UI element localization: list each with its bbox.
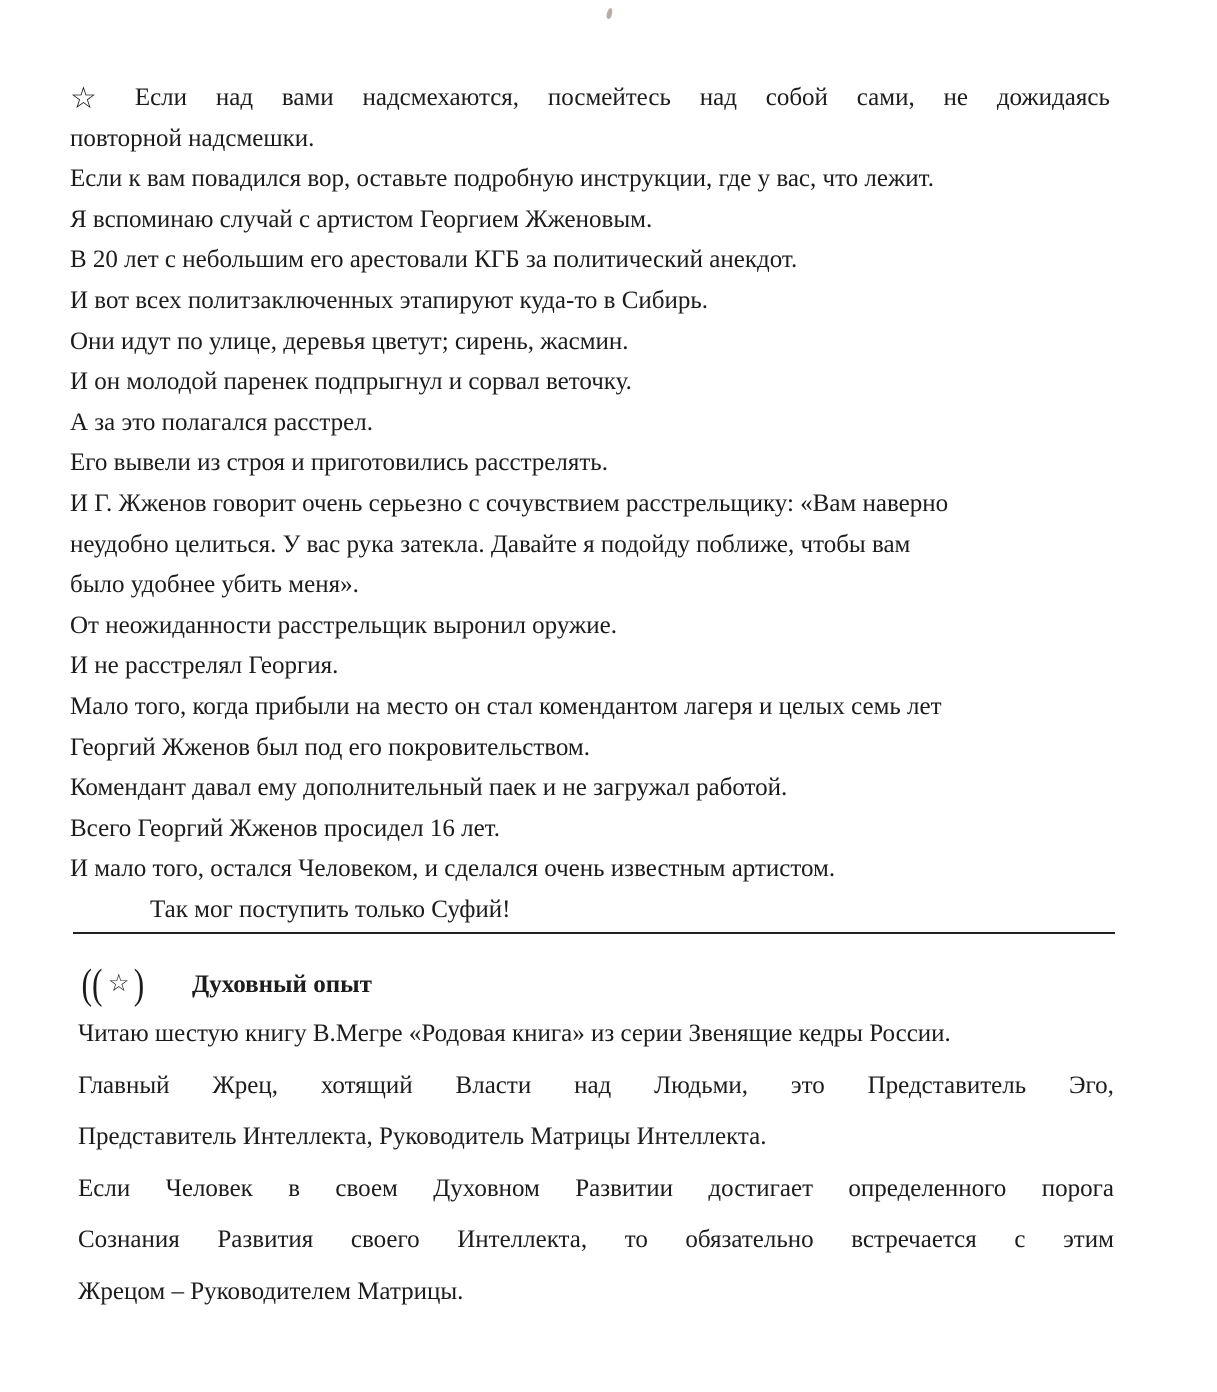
word: надсмехаются, xyxy=(362,84,520,111)
word: собой xyxy=(765,84,828,111)
word: Развития xyxy=(217,1226,314,1253)
word: Сознания xyxy=(78,1226,180,1253)
word: над xyxy=(699,84,737,111)
word: этим xyxy=(1063,1226,1114,1253)
word: своем xyxy=(335,1174,398,1202)
text-line: Жрецом – Руководителем Матрицы. xyxy=(78,1277,464,1305)
text-line: И мало того, остался Человеком, и сделался очень известным артистом. xyxy=(70,855,836,883)
word: хотящий xyxy=(320,1071,413,1099)
word: не xyxy=(943,84,968,111)
section-spiritual-experience xyxy=(78,962,1114,1317)
word: это xyxy=(790,1071,825,1099)
word: определенного xyxy=(848,1174,1007,1202)
heading-row xyxy=(78,962,1114,1008)
star-outline-icon: ☆ xyxy=(70,82,97,115)
crescent-star-icon: (( ☆ ) xyxy=(81,962,144,1008)
text-line: Всего Георгий Жженов просидел 16 лет. xyxy=(70,814,500,842)
text-line: И он молодой паренек подпрыгнул и сорвал веточку. xyxy=(70,368,632,396)
text-line: неудобно целиться. У вас рука затекла. Давайте я подойду поближе, чтобы вам xyxy=(70,530,911,558)
text-line: А за это полагался расстрел. xyxy=(70,408,373,436)
word: над xyxy=(574,1071,612,1099)
section-story xyxy=(70,76,1110,930)
paper-speck xyxy=(606,8,614,20)
word: Человек xyxy=(165,1174,253,1202)
text-line: Его вывели из строя и приготовились расстрелять. xyxy=(70,449,608,477)
first-line xyxy=(70,76,1110,119)
text-line: Они идут по улице, деревья цветут; сирень, жасмин. xyxy=(70,327,629,355)
text-line: Представитель Интеллекта, Руководитель Матрицы Интеллекта. xyxy=(78,1123,767,1150)
word: Жрец, xyxy=(212,1071,278,1099)
word: вами xyxy=(281,84,334,111)
word: Духовном xyxy=(433,1174,540,1202)
justified-line xyxy=(78,1060,1114,1112)
word: обязательно xyxy=(685,1226,814,1253)
text-line: повторной надсмешки. xyxy=(70,124,315,152)
word: достигает xyxy=(708,1174,813,1202)
word: над xyxy=(215,84,254,111)
text-line: Читаю шестую книгу В.Мегре «Родовая книга» из серии Звенящие кедры России. xyxy=(78,1020,951,1047)
word: то xyxy=(624,1226,648,1253)
word: Главный xyxy=(78,1071,170,1099)
word: Власти xyxy=(455,1071,532,1099)
section-heading: Духовный опыт xyxy=(192,971,372,998)
text-line: От неожиданности расстрельщик выронил оружие. xyxy=(70,611,618,639)
word: дожидаясь xyxy=(996,84,1110,111)
word: порога xyxy=(1041,1174,1114,1202)
text-line: И Г. Жженов говорит очень серьезно с сочувствием расстрельщику: «Вам наверно xyxy=(70,489,949,517)
section-divider xyxy=(73,932,1115,934)
text-line: Георгий Жженов был под его покровительством. xyxy=(70,733,590,761)
word: Развитии xyxy=(575,1174,673,1202)
word: с xyxy=(1014,1226,1026,1253)
word: в xyxy=(288,1174,301,1202)
text-line: Если к вам повадился вор, оставьте подробную инструкции, где у вас, что лежит. xyxy=(70,165,934,193)
text-line: И не расстрелял Георгия. xyxy=(70,652,339,680)
word: посмейтесь xyxy=(547,84,671,111)
word: Если xyxy=(134,84,188,111)
closing-line: Так мог поступить только Суфий! xyxy=(150,895,511,923)
word: Представитель xyxy=(867,1071,1027,1099)
text-line: Комендант давал ему дополнительный паек и не загружал работой. xyxy=(70,774,788,802)
text-line: Я вспоминаю случай с артистом Георгием Жженовым. xyxy=(70,205,653,233)
justified-line xyxy=(78,1163,1114,1215)
word: своего xyxy=(350,1226,420,1253)
word: Людьми, xyxy=(654,1071,749,1099)
text-line: И вот всех политзаключенных этапируют куда-то в Сибирь. xyxy=(70,286,709,314)
word: сами, xyxy=(856,84,915,111)
word: Если xyxy=(78,1174,131,1202)
word: встречается xyxy=(851,1226,977,1253)
word: Интеллекта, xyxy=(457,1226,588,1253)
justified-line xyxy=(78,1214,1114,1266)
text-line: Мало того, когда прибыли на место он стал комендантом лагеря и целых семь лет xyxy=(70,692,942,720)
text-line: В 20 лет с небольшим его арестовали КГБ за политический анекдот. xyxy=(70,246,798,274)
text-line: было удобнее убить меня». xyxy=(70,571,359,599)
word: Эго, xyxy=(1069,1071,1114,1099)
